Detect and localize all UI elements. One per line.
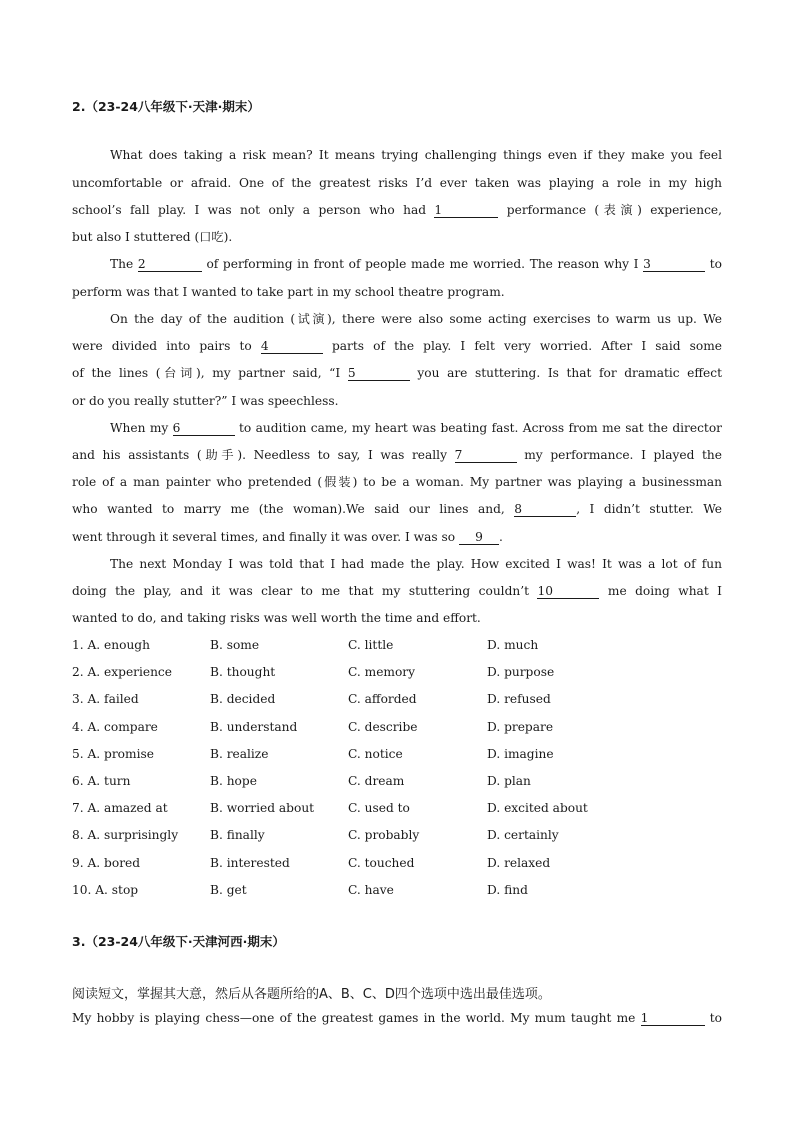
passage-line bbox=[110, 420, 722, 436]
text-segment: . bbox=[498, 530, 503, 544]
text-segment: of performing in front of people made me worried. The reason why I bbox=[201, 257, 644, 271]
q2-blank-6: 6 bbox=[173, 422, 235, 436]
q2-blank-2: 2 bbox=[138, 258, 202, 272]
option-2-b: B. thought bbox=[210, 665, 276, 679]
passage-line bbox=[72, 447, 722, 463]
passage-line bbox=[72, 529, 503, 545]
question-2-header: 2.（23-24八年级下·天津·期末） bbox=[72, 99, 260, 114]
passage-line bbox=[72, 202, 722, 218]
option-4-d: D. prepare bbox=[487, 720, 554, 734]
passage-line bbox=[110, 556, 722, 572]
option-4-a: 4. A. compare bbox=[72, 720, 158, 734]
text-segment: you are stuttering. Is that for dramatic effect bbox=[409, 366, 722, 380]
option-6-c: C. dream bbox=[348, 774, 405, 788]
option-5-d: D. imagine bbox=[487, 747, 554, 761]
question-3-header: 3.（23-24八年级下·天津河西·期末） bbox=[72, 934, 285, 949]
passage-line bbox=[72, 175, 722, 191]
option-10-c: C. have bbox=[348, 883, 394, 897]
option-3-d: D. refused bbox=[487, 692, 551, 706]
option-9-a: 9. A. bored bbox=[72, 856, 141, 870]
option-8-b: B. finally bbox=[210, 828, 265, 842]
option-10-a: 10. A. stop bbox=[72, 883, 139, 897]
option-3-c: C. afforded bbox=[348, 692, 417, 706]
option-9-c: C. touched bbox=[348, 856, 415, 870]
q2-blank-5: 5 bbox=[348, 367, 410, 381]
option-3-a: 3. A. failed bbox=[72, 692, 139, 706]
text-segment: but also I stuttered (口吃). bbox=[72, 230, 233, 244]
option-6-d: D. plan bbox=[487, 774, 531, 788]
q2-blank-4: 4 bbox=[261, 340, 323, 354]
text-segment: my performance. I played the bbox=[516, 448, 722, 462]
option-10-d: D. find bbox=[487, 883, 528, 897]
question-3-instruction: 阅读短文，掌握其大意，然后从各题所给的A、B、C、D四个选项中选出最佳选项。 bbox=[72, 987, 551, 1002]
q2-blank-7: 7 bbox=[455, 449, 517, 463]
passage-line bbox=[72, 501, 722, 517]
option-2-a: 2. A. experience bbox=[72, 665, 172, 679]
passage-line bbox=[110, 147, 722, 163]
text-segment: What does taking a risk mean? It means trying challenging things even if they make you feel bbox=[110, 148, 722, 162]
text-segment: of the lines (台词), my partner said, “I bbox=[72, 366, 348, 380]
text-segment: parts of the play. I felt very worried. After I said some bbox=[322, 339, 722, 353]
text-segment: The next Monday I was told that I had made the play. How excited I was! It was a lot of fun bbox=[110, 557, 722, 571]
text-segment: to audition came, my heart was beating fast. Across from me sat the director bbox=[234, 421, 722, 435]
text-segment: perform was that I wanted to take part in my school theatre program. bbox=[72, 285, 505, 299]
passage-line bbox=[110, 311, 722, 327]
option-7-b: B. worried about bbox=[210, 801, 315, 815]
option-7-c: C. used to bbox=[348, 801, 410, 815]
option-2-c: C. memory bbox=[348, 665, 416, 679]
passage-line bbox=[72, 610, 481, 626]
option-4-b: B. understand bbox=[210, 720, 298, 734]
text-segment: On the day of the audition (试演), there were also some acting exercises to warm us up. We bbox=[110, 312, 722, 326]
option-9-d: D. relaxed bbox=[487, 856, 551, 870]
passage-line bbox=[72, 229, 232, 245]
text-segment: and his assistants (助手). Needless to say, I was really bbox=[72, 448, 455, 462]
option-1-b: B. some bbox=[210, 638, 260, 652]
text-segment: When my bbox=[110, 421, 173, 435]
text-segment: to bbox=[704, 1011, 722, 1025]
option-3-b: B. decided bbox=[210, 692, 276, 706]
text-segment: wanted to do, and taking risks was well worth the time and effort. bbox=[72, 611, 481, 625]
option-5-b: B. realize bbox=[210, 747, 269, 761]
option-10-b: B. get bbox=[210, 883, 247, 897]
text-segment: , I didn’t stutter. We bbox=[576, 502, 722, 516]
passage-line bbox=[110, 256, 722, 272]
text-segment: or do you really stutter?” I was speechless. bbox=[72, 394, 339, 408]
option-8-d: D. certainly bbox=[487, 828, 559, 842]
text-segment: doing the play, and it was clear to me that my stuttering couldn’t bbox=[72, 584, 538, 598]
option-8-a: 8. A. surprisingly bbox=[72, 828, 179, 842]
text-segment: were divided into pairs to bbox=[72, 339, 261, 353]
option-1-d: D. much bbox=[487, 638, 539, 652]
q2-blank-8: 8 bbox=[514, 503, 576, 517]
option-2-d: D. purpose bbox=[487, 665, 555, 679]
passage-line bbox=[72, 474, 722, 490]
q2-blank-9: 9 bbox=[459, 531, 499, 545]
q3-blank-1: 1 bbox=[641, 1012, 705, 1026]
q2-blank-1: 1 bbox=[434, 204, 498, 218]
text-segment: uncomfortable or afraid. One of the greatest risks I’d ever taken was playing a role in my high bbox=[72, 176, 722, 190]
text-segment: went through it several times, and finally it was over. I was so bbox=[72, 530, 459, 544]
text-segment: My hobby is playing chess—one of the greatest games in the world. My mum taught me bbox=[72, 1011, 641, 1025]
passage-line bbox=[72, 338, 722, 354]
option-5-a: 5. A. promise bbox=[72, 747, 154, 761]
option-1-c: C. little bbox=[348, 638, 394, 652]
q2-blank-10: 10 bbox=[537, 585, 599, 599]
option-4-c: C. describe bbox=[348, 720, 418, 734]
text-segment: who wanted to marry me (the woman).We said our lines and, bbox=[72, 502, 515, 516]
option-8-c: C. probably bbox=[348, 828, 420, 842]
text-segment: me doing what I bbox=[599, 584, 722, 598]
passage-line bbox=[72, 1010, 722, 1026]
option-7-a: 7. A. amazed at bbox=[72, 801, 168, 815]
option-5-c: C. notice bbox=[348, 747, 403, 761]
passage-line bbox=[72, 284, 505, 300]
text-segment: school’s fall play. I was not only a person who had bbox=[72, 203, 435, 217]
option-7-d: D. excited about bbox=[487, 801, 588, 815]
text-segment: role of a man painter who pretended (假装) to be a woman. My partner was playing a businessman bbox=[72, 475, 722, 489]
text-segment: to bbox=[705, 257, 723, 271]
q2-blank-3: 3 bbox=[643, 258, 705, 272]
passage-line bbox=[72, 393, 339, 409]
text-segment: The bbox=[110, 257, 138, 271]
option-9-b: B. interested bbox=[210, 856, 290, 870]
option-6-a: 6. A. turn bbox=[72, 774, 131, 788]
option-1-a: 1. A. enough bbox=[72, 638, 150, 652]
passage-line bbox=[72, 365, 722, 381]
passage-line bbox=[72, 583, 722, 599]
text-segment: performance (表演) experience, bbox=[498, 203, 723, 217]
option-6-b: B. hope bbox=[210, 774, 257, 788]
